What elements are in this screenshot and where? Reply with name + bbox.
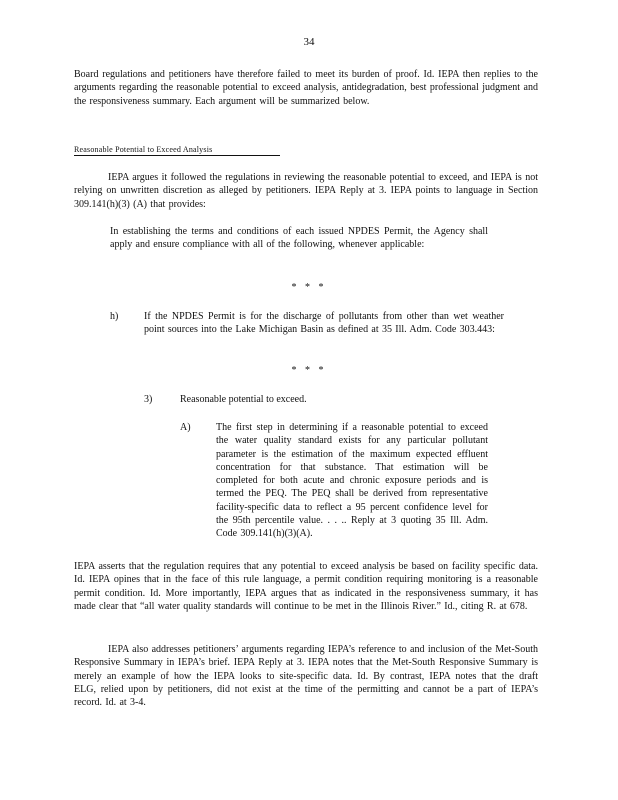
ellipsis-stars-1: * * * bbox=[291, 282, 327, 293]
ellipsis-stars-2: * * * bbox=[291, 365, 327, 376]
iepa-asserts-paragraph: IEPA asserts that the regulation requires that any potential to exceed analysis be based on facility specific data. Id. IEPA opines that in the face of this rule language, a permit condition requiring monitoring is a reasonable permit condition. Id. More importantly, IEPA argues that as indicated in the responsiveness summary, it has made clear that “all water quality standards will continue to be met in the Illinois River.” Id., citing R. at 678. bbox=[74, 561, 538, 612]
quoted-regulation-intro: In establishing the terms and conditions of each issued NPDES Permit, the Agency shall apply and ensure compliance with all of the following, whenever applicable: bbox=[110, 226, 488, 251]
item-A-label: A) bbox=[180, 422, 191, 433]
page-number: 34 bbox=[303, 36, 315, 48]
item-3-label: 3) bbox=[144, 394, 153, 405]
item-h-text: If the NPDES Permit is for the discharge of pollutants from other than wet weather point sources into the Lake Michigan Basin as defined at 35 Ill. Adm. Code 303.443: bbox=[144, 311, 504, 336]
intro-paragraph: Board regulations and petitioners have therefore failed to meet its burden of proof. Id. IEPA then replies to the arguments regarding the reasonable potential to exceed analysis, antidegradation, best professional judgment and the responsiveness summary. Each argument will be summarized below. bbox=[74, 69, 538, 107]
iepa-addresses-paragraph: IEPA also addresses petitioners’ arguments regarding IEPA’s reference to and inclusion of the Met-South Responsive Summary in IEPA’s brief. IEPA Reply at 3. IEPA notes that the Met-South Responsive Summary is merely an example of how the IEPA looks to site-specific data. Id. By contrast, IEPA notes that the draft ELG, relied upon by petitioners, did not exist at the time of the permitting and cannot be a part of IEPA’s record. Id. at 3-4. bbox=[74, 644, 538, 709]
item-A-text: The first step in determining if a reasonable potential to exceed the water quality standard exists for any particular pollutant parameter is the estimation of the maximum expected effluent concentration for that substance. That estimation will be completed for both acute and chronic exposure periods and is termed the PEQ. The PEQ shall be derived from representative facility-specific data to reflect a 95 percent confidence level for the 95th percentile value. . . .. Reply at 3 quoting 35 Ill. Adm. Code 309.141(h)(3)(A). bbox=[216, 422, 488, 540]
section-heading: Reasonable Potential to Exceed Analysis bbox=[74, 145, 280, 156]
item-h-label: h) bbox=[110, 311, 119, 322]
iepa-argument-paragraph: IEPA argues it followed the regulations in reviewing the reasonable potential to exceed, and IEPA is not relying on unwritten discretion as alleged by petitioners. IEPA Reply at 3. IEPA points to language in Section 309.141(h)(3) (A) that provides: bbox=[74, 172, 538, 210]
item-3-text: Reasonable potential to exceed. bbox=[180, 394, 307, 405]
